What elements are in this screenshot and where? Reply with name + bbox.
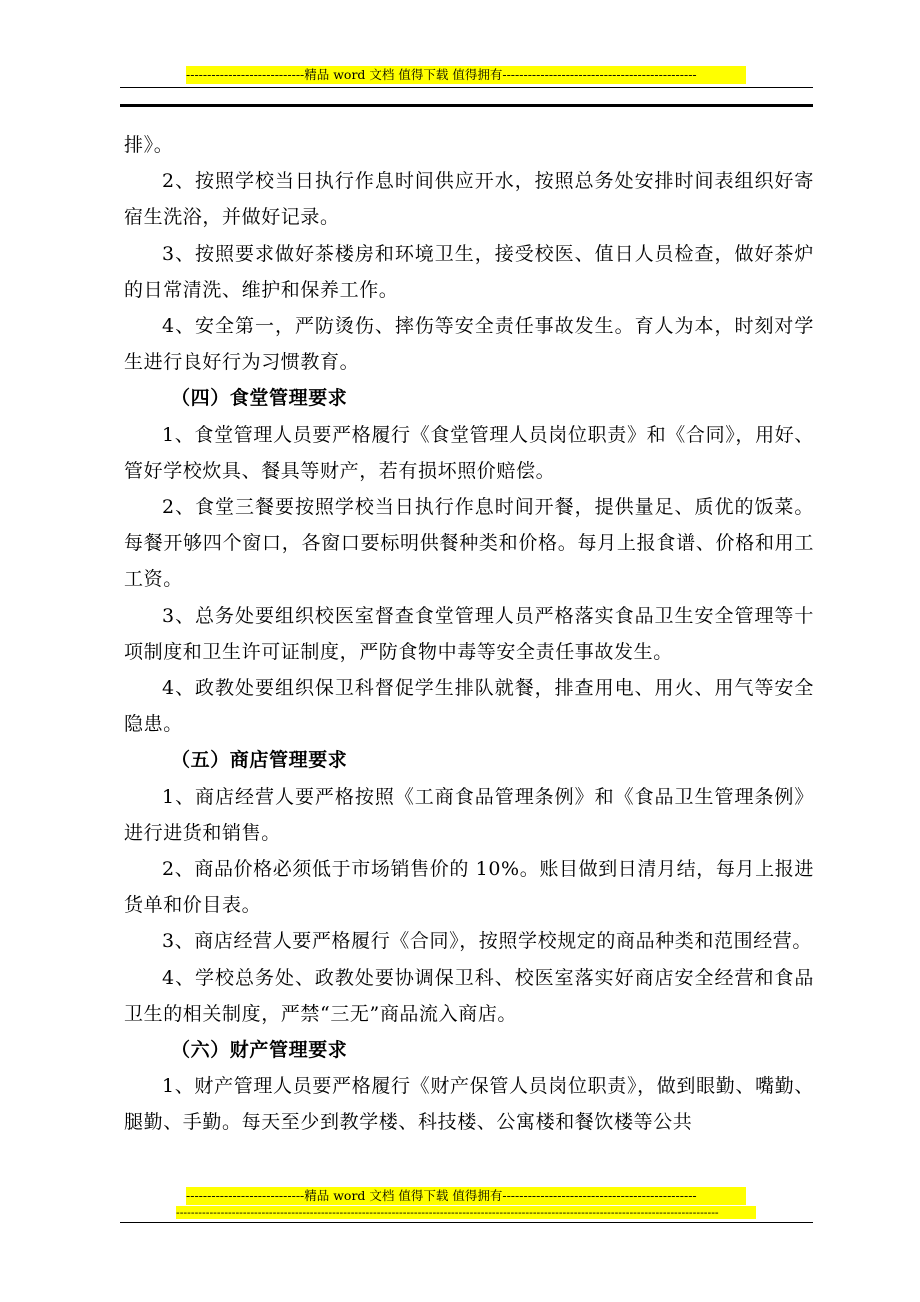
paragraph: 排》。 (124, 134, 174, 156)
section-heading: （四）食堂管理要求 (171, 387, 348, 410)
paragraph: 4、安全第一，严防烫伤、摔伤等安全责任事故发生。育人为本，时刻对学生进行良好行为习惯教育。 (124, 315, 814, 374)
header-rule-thick (120, 104, 813, 107)
paragraph: 1、食堂管理人员要严格履行《食堂管理人员岗位职责》和《合同》，用好、管好学校炊具、餐具等财产，若有损坏照价赔偿。 (124, 423, 814, 482)
section-heading: （六）财产管理要求 (171, 1039, 348, 1062)
paragraph: 2、食堂三餐要按照学校当日执行作息时间开餐，提供量足、质优的饭菜。每餐开够四个窗口，各窗口要标明供餐种类和价格。每月上报食谱、价格和用工工资。 (124, 496, 814, 591)
paragraph: 1、财产管理人员要严格履行《财产保管人员岗位职责》，做到眼勤、嘴勤、腿勤、手勤。每天至少到教学楼、科技楼、公寓楼和餐饮楼等公共 (124, 1075, 814, 1134)
paragraph: 2、商品价格必须低于市场销售价的 10%。账目做到日清月结，每月上报进货单和价目表。 (124, 858, 814, 917)
paragraph: 2、按照学校当日执行作息时间供应开水，按照总务处安排时间表组织好寄宿生洗浴，并做好记录。 (124, 170, 814, 229)
section-heading: （五）商店管理要求 (171, 749, 348, 772)
paragraph: 3、总务处要组织校医室督查食堂管理人员严格落实食品卫生安全管理等十项制度和卫生许可证制度，严防食物中毒等安全责任事故发生。 (124, 604, 814, 663)
paragraph: 4、学校总务处、政教处要协调保卫科、校医室落实好商店安全经营和食品卫生的相关制度，严禁“三无”商品流入商店。 (124, 966, 814, 1025)
footer-rule (120, 1222, 813, 1223)
paragraph: 1、商店经营人要严格按照《工商食品管理条例》和《食品卫生管理条例》进行进货和销售。 (124, 785, 814, 844)
paragraph: 4、政教处要组织保卫科督促学生排队就餐，排查用电、用火、用气等安全隐患。 (124, 677, 814, 736)
header-banner: ----------------------------精品 word 文档 值得下载 值得拥有---------------------------------------------- (186, 66, 746, 84)
footer-dash-line: -------------------------------------------------------------------------------------------------------------------------------------------------- (176, 1206, 756, 1219)
footer-banner: ----------------------------精品 word 文档 值得下载 值得拥有---------------------------------------------- (186, 1187, 746, 1205)
paragraph: 3、商店经营人要严格履行《合同》，按照学校规定的商品种类和范围经营。 (162, 930, 812, 953)
document-body (124, 127, 814, 1141)
header-rule-thin (120, 87, 813, 88)
paragraph: 3、按照要求做好茶楼房和环境卫生，接受校医、值日人员检查，做好茶炉的日常清洗、维护和保养工作。 (124, 242, 814, 301)
